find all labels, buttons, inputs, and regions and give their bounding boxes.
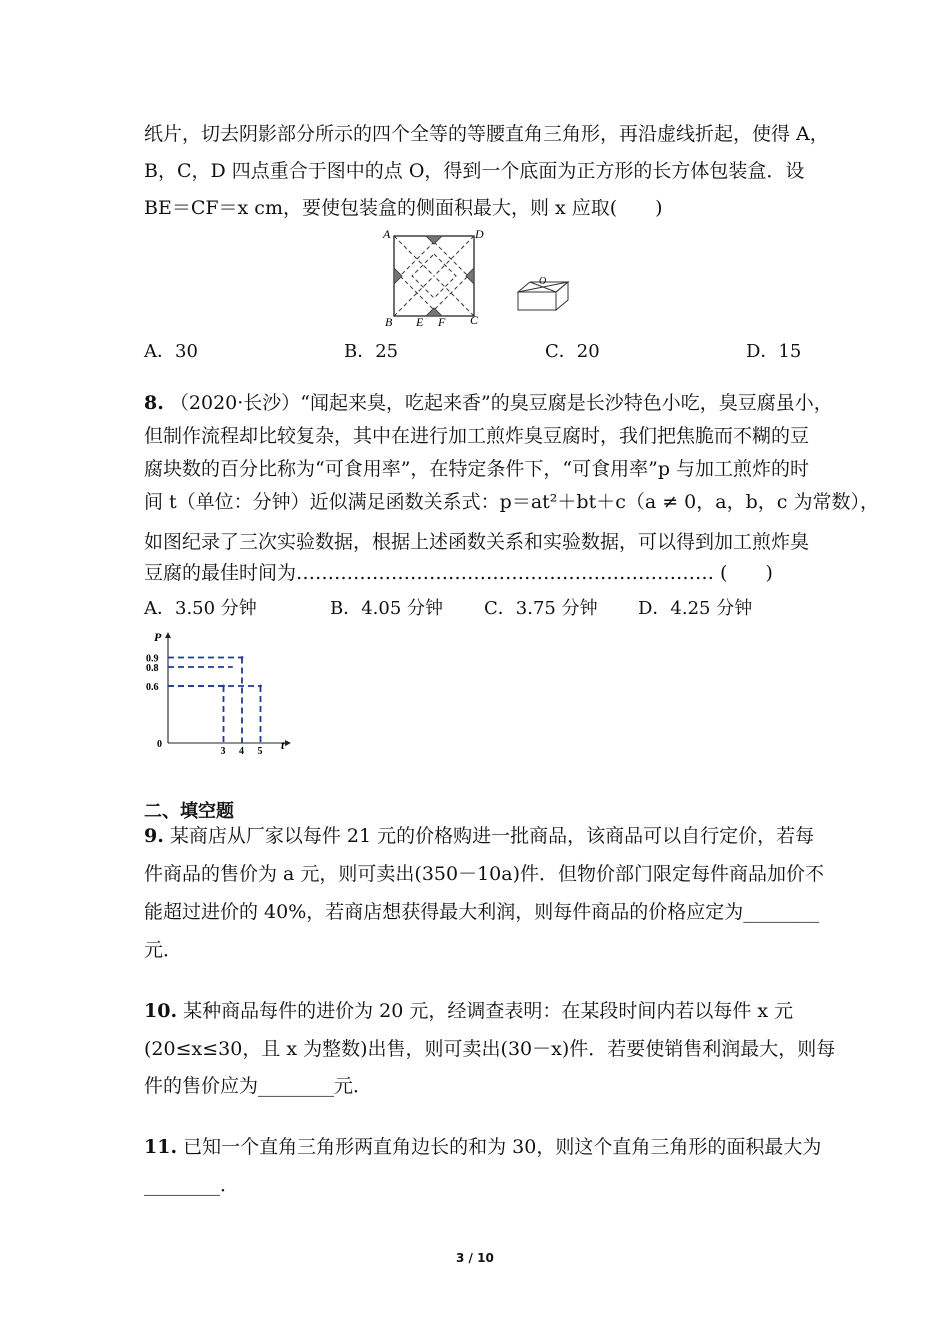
x-tick-label-4: 4 xyxy=(239,746,244,755)
y-tick-label-0.6: 0.6 xyxy=(146,682,159,693)
q9-line-3: 能超过进价的 40%，若商店想获得最大利润，则每件商品的价格应定为________ xyxy=(144,901,820,923)
q10-line-2: (20≤x≤30，且 x 为整数)出售，则可卖出(30－x)件．若要使销售利润最大，则每 xyxy=(144,1038,836,1060)
q10-text-1: 某种商品每件的进价为 20 元，经调查表明：在某段时间内若以每件 x 元 xyxy=(183,1000,794,1022)
page-number: 3 / 10 xyxy=(456,1251,494,1265)
q7-line-3: BE＝CF＝x cm，要使包装盒的侧面积最大，则 x 应取( ) xyxy=(144,197,663,219)
x-tick-label-5: 5 xyxy=(257,746,263,755)
y-tick-label-0.9: 0.9 xyxy=(146,653,159,665)
q8-line-6: 豆腐的最佳时间为………………………………………………………… ( ) xyxy=(144,562,773,584)
q8-option-c: C．3.75 分钟 xyxy=(484,598,598,619)
q7-option-a: A．30 xyxy=(144,341,198,362)
y-axis-label: P xyxy=(154,630,162,644)
q7-option-d: D．15 xyxy=(746,341,802,362)
q8-line-4: 间 t（单位：分钟）近似满足函数关系式：p＝at²＋bt＋c（a ≠ 0，a，b，c 为常数）， xyxy=(144,491,879,513)
q7-box-figure xyxy=(512,272,572,316)
shaded-triangle-right xyxy=(466,268,474,284)
q7-line-1: 纸片，切去阴影部分所示的四个全等的等腰直角三角形，再沿虚线折起，使得 A， xyxy=(144,123,829,145)
q10-number: 10. xyxy=(144,1000,178,1022)
q8-line-2: 但制作流程却比较复杂，其中在进行加工煎炸臭豆腐时，我们把焦脆而不糊的豆 xyxy=(144,425,810,447)
q10-line-1 xyxy=(144,1002,793,1021)
data-point-4 xyxy=(241,656,244,659)
y-tick-label-0.8: 0.8 xyxy=(146,663,159,674)
q8-experiment-chart xyxy=(140,630,295,755)
label-O: O xyxy=(539,276,547,287)
q11-text-1: 已知一个直角三角形两直角边长的和为 30，则这个直角三角形的面积最大为 xyxy=(183,1136,822,1158)
q9-line-1 xyxy=(144,827,814,846)
label-D: D xyxy=(475,227,484,241)
x-axis-label: t xyxy=(281,738,285,752)
q8-line-5: 如图纪录了三次实验数据，根据上述函数关系和实验数据，可以得到加工煎炸臭 xyxy=(144,531,810,553)
label-A: A xyxy=(383,227,391,241)
q8-option-d: D．4.25 分钟 xyxy=(638,598,753,619)
q11-line-1 xyxy=(144,1138,821,1157)
origin-label: 0 xyxy=(157,739,162,750)
q7-square-figure xyxy=(378,226,488,330)
label-E: E xyxy=(416,315,424,329)
q9-number: 9. xyxy=(144,825,164,847)
q10-line-3: 件的售价应为________元． xyxy=(144,1075,373,1097)
q8-number: 8. xyxy=(144,392,164,414)
q8-option-b: B．4.05 分钟 xyxy=(330,598,444,619)
q8-text-1: （2020·长沙）“闻起来臭，吃起来香”的臭豆腐是长沙特色小吃，臭豆腐虽小， xyxy=(169,392,833,414)
section-2-title: 二、填空题 xyxy=(144,801,234,822)
q11-number: 11. xyxy=(144,1136,178,1158)
q8-line-1 xyxy=(144,394,833,413)
label-B: B xyxy=(385,315,393,329)
q7-option-b: B．25 xyxy=(344,341,399,362)
x-tick-label-3: 3 xyxy=(220,746,226,755)
label-F: F xyxy=(438,315,446,329)
q8-line-3: 腐块数的百分比称为“可食用率”，在特定条件下，“可食用率”p 与加工煎炸的时 xyxy=(144,458,810,480)
y-axis-arrow xyxy=(165,632,171,638)
q9-text-1: 某商店从厂家以每件 21 元的价格购进一批商品，该商品可以自行定价，若每 xyxy=(169,825,815,847)
label-C: C xyxy=(470,313,479,327)
q9-line-2: 件商品的售价为 a 元，则可卖出(350－10a)件．但物价部门限定每件商品加价不 xyxy=(144,863,825,885)
shaded-triangle-left xyxy=(394,268,402,284)
data-point-5 xyxy=(259,685,262,688)
q11-line-2: ________． xyxy=(144,1174,240,1196)
q7-option-c: C．20 xyxy=(545,341,600,362)
q9-line-4: 元． xyxy=(144,939,183,961)
x-axis-arrow xyxy=(285,740,291,746)
shaded-triangle-top xyxy=(426,236,442,244)
q7-line-2: B，C，D 四点重合于图中的点 O，得到一个底面为正方形的长方体包装盒．设 xyxy=(144,160,805,182)
q8-option-a: A．3.50 分钟 xyxy=(144,598,257,619)
